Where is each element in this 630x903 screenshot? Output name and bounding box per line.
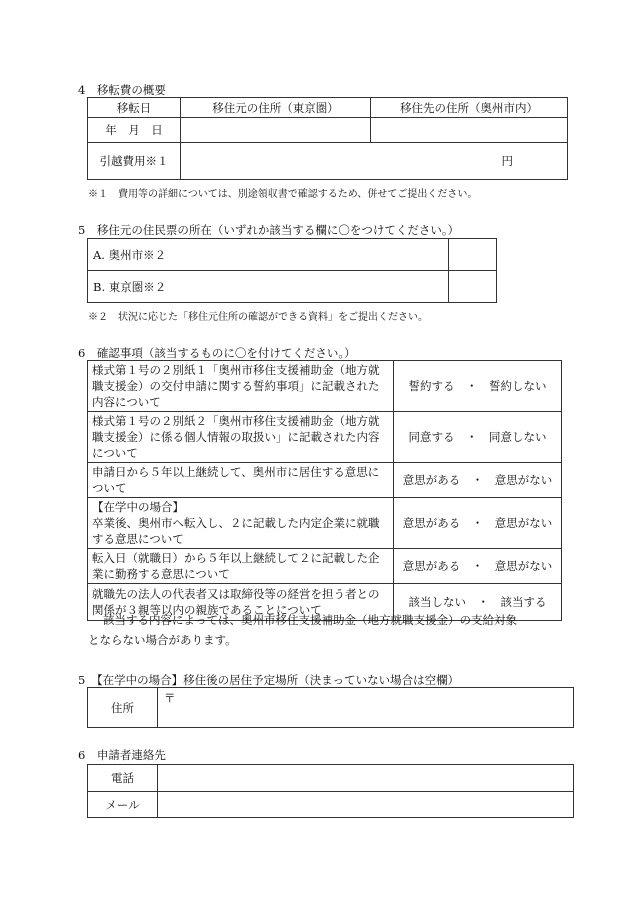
residence-table <box>87 238 497 303</box>
confirm-item-choice[interactable]: 意思がある ・ 意思がない <box>394 498 562 549</box>
section-5-heading: 5 移住元の住民票の所在（いずれか該当する欄に〇をつけてください。） <box>78 223 460 237</box>
option-b-label: B. 東京圏※２ <box>88 271 449 303</box>
section-6-heading: 6 確認事項（該当するものに〇を付けてください。） <box>78 346 356 360</box>
confirm-item-text: 様式第１号の２別紙１「奥州市移住支援補助金（地方就職支援金）の交付申請に関する誓約事項」に記載された内容について <box>88 361 394 412</box>
confirm-item-choice[interactable]: 誓約する ・ 誓約しない <box>394 361 562 412</box>
confirm-item-text: 就職先の法人の代表者又は取締役等の経営を担う者との関係が３親等以内の親族であることについて <box>88 584 394 621</box>
postal-mark: 〒 <box>164 691 176 705</box>
phone-label: 電話 <box>88 765 158 792</box>
confirmation-table <box>87 360 562 621</box>
confirm-item-choice[interactable]: 意思がある ・ 意思がない <box>394 463 562 498</box>
note-2: ※２ 状況に応じた「移住元住所の確認ができる資料」をご提出ください。 <box>88 312 428 323</box>
phone-field[interactable] <box>158 765 574 792</box>
contact-table <box>87 764 574 818</box>
confirm-item-choice[interactable]: 意思がある ・ 意思がない <box>394 549 562 584</box>
origin-address-field[interactable] <box>181 118 371 143</box>
confirm-item-choice[interactable]: 同意する ・ 同意しない <box>394 412 562 463</box>
planned-residence-table <box>87 687 574 728</box>
move-date-label: 年 月 日 <box>88 118 181 143</box>
header-origin-address: 移住元の住所（東京圏） <box>181 98 371 118</box>
moving-cost-label: 引越費用※１ <box>88 143 181 180</box>
eligibility-note-line-1: 該当する内容によっては、奥州市移住支援補助金（地方就職支援金）の支給対象 <box>103 613 517 627</box>
option-a-label: A. 奥州市※２ <box>88 239 449 271</box>
note-1: ※１ 費用等の詳細については、別途領収書で確認するため、併せてご提出ください。 <box>88 189 478 200</box>
in-school-heading: 【在学中の場合】 <box>92 500 184 514</box>
yen-unit: 円 <box>501 154 513 168</box>
confirm-item-text: 様式第１号の２別紙２「奥州市移住支援補助金（地方就職支援金）に係る個人情報の取扱い」に記載された内容について <box>88 412 394 463</box>
destination-address-field[interactable] <box>371 118 568 143</box>
eligibility-note-line-2: とならない場合があります。 <box>88 633 237 647</box>
moving-cost-field[interactable] <box>181 143 568 180</box>
planned-address-field[interactable] <box>158 688 574 728</box>
option-b-mark-cell[interactable] <box>449 271 497 303</box>
confirm-item-choice[interactable]: 該当しない ・ 該当する <box>394 584 562 621</box>
email-field[interactable] <box>158 792 574 818</box>
section-6b-heading: 6 申請者連絡先 <box>78 748 166 762</box>
option-a-mark-cell[interactable] <box>449 239 497 271</box>
section-5b-heading: 5 【在学中の場合】移住後の居住予定場所（決まっていない場合は空欄） <box>78 673 460 687</box>
section-4-heading: 4 移転費の概要 <box>78 83 166 97</box>
header-destination-address: 移住先の住所（奥州市内） <box>371 98 568 118</box>
email-label: メール <box>88 792 158 818</box>
confirm-item-text: 卒業後、奥州市へ転入し、２に記載した内定企業に就職する意思について <box>92 516 380 546</box>
confirm-item-text: 転入日（就職日）から５年以上継続して２に記載した企業に勤務する意思について <box>88 549 394 584</box>
header-move-date: 移転日 <box>88 98 181 118</box>
confirm-item-text: 申請日から５年以上継続して、奥州市に居住する意思について <box>88 463 394 498</box>
relocation-cost-table <box>87 97 568 180</box>
confirm-item-cell <box>88 498 394 549</box>
address-label: 住所 <box>88 688 158 728</box>
